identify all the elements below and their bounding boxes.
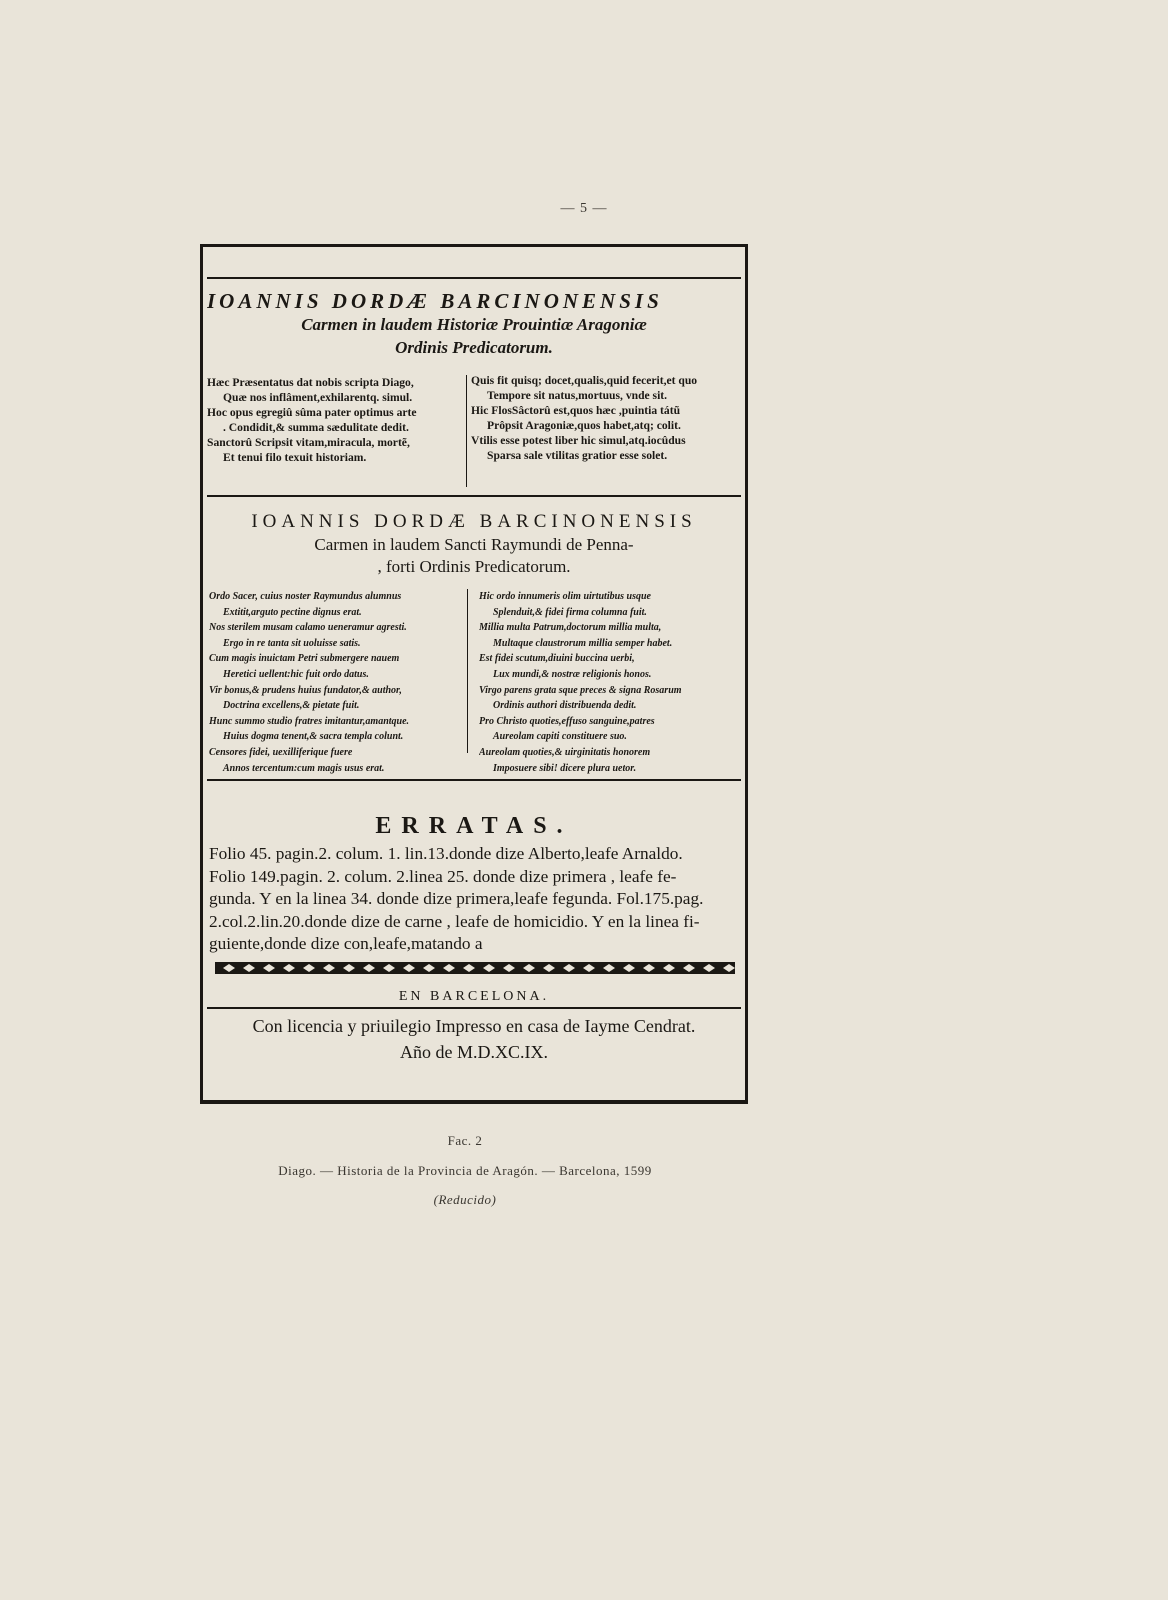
column-divider [466, 375, 467, 487]
verse-line: Ordo Sacer, cuius noster Raymundus alumnus [209, 591, 402, 602]
verse-line: Et tenui filo texuit historiam. [223, 451, 367, 464]
verse-line: Vir bonus,& prudens huius fundator,& author, [209, 684, 402, 696]
section1-left-column [207, 375, 459, 465]
verse-line: Aureolam capiti constituere suo. [493, 731, 627, 743]
verse-line: Cum magis inuictam Petri submergere nauem [209, 653, 400, 665]
verse-line: Nos sterilem musam calamo ueneramur agresti. [209, 622, 407, 634]
verse-line: Pro Christo quoties,effuso sanguine,patres [479, 715, 655, 727]
verse-line: Imposuere sibi! dicere plura uetor. [493, 762, 637, 774]
section1-subtitle: Carmen in laudem Historiæ Prouintiæ Aragoniæ [301, 315, 647, 334]
facsimile-plate [200, 244, 748, 1104]
verse-line: Hic ordo innumeris olim uirtutibus usque [479, 591, 651, 602]
section2-title: IOANNIS DORDÆ BARCINONENSIS [251, 511, 697, 532]
errata-line: gunda. Y en la linea 34. donde dize primera,leafe fegunda. Fol.175.pag. [209, 889, 704, 908]
figure-number: Fac. 2 [447, 1133, 483, 1148]
ornamental-band [215, 959, 735, 977]
verse-line: Ordinis authori distribuenda dedit. [493, 700, 637, 712]
verse-line: Millia multa Patrum,doctorum millia multa, [479, 622, 662, 634]
verse-line: Censores fidei, uexilliferique fuere [209, 746, 353, 758]
figure-note: (Reducido) [433, 1192, 497, 1207]
column-divider [467, 589, 468, 753]
verse-line: Heretici uellent:hic fuit ordo datus. [223, 668, 369, 680]
verse-line: Multaque claustrorum millia semper habet. [493, 637, 673, 649]
verse-line: Ergo in re tanta sit uoluisse satis. [223, 637, 361, 649]
verse-line: . Condidit,& summa sædulitate dedit. [223, 421, 409, 434]
section1-title: IOANNIS DORDÆ BARCINONENSIS [207, 289, 663, 313]
errata-line: 2.col.2.lin.20.donde dize de carne , leafe de homicidio. Y en la linea fi- [209, 911, 700, 931]
verse-line: Doctrina excellens,& pietate fuit. [223, 700, 360, 712]
errata-title: ERRATAS. [375, 813, 573, 839]
verse-line: Est fidei scutum,diuini buccina uerbi, [479, 653, 635, 665]
verse-line: Splenduit,& fidei firma columna fuit. [493, 606, 647, 618]
verse-line: Annos tercentum:cum magis usus erat. [223, 762, 385, 774]
verse-line: Lux mundi,& nostræ religionis honos. [493, 668, 652, 680]
figure-caption: Diago. — Historia de la Provincia de Aragón. — Barcelona, 1599 [278, 1163, 652, 1178]
verse-line: Prôpsit Aragoniæ,quos habet,atq; colit. [487, 419, 681, 432]
errata-line: Folio 45. pagin.2. colum. 1. lin.13.donde dize Alberto,leafe Arnaldo. [209, 844, 683, 863]
section2-right-column [479, 589, 743, 776]
verse-line: Quis fit quisq; docet,qualis,quid fecerit,et quo [471, 374, 698, 387]
verse-line: Vtilis esse potest liber hic simul,atq.iocûdus [471, 434, 686, 447]
errata-line: guiente,donde dize con,leafe,matando a [209, 934, 483, 953]
verse-line: Virgo parens grata sque preces & signa Rosarum [479, 684, 682, 696]
verse-line: Sparsa sale vtilitas gratior esse solet. [487, 449, 668, 462]
section1-subtitle-line2: Ordinis Predicatorum. [395, 338, 553, 357]
errata-line: Folio 149.pagin. 2. colum. 2.linea 25. donde dize primera , leafe fe- [209, 866, 677, 886]
errata-text [209, 843, 739, 956]
section2-subtitle: Carmen in laudem Sancti Raymundi de Penna- [314, 535, 634, 554]
page-number: — 5 — [560, 201, 608, 216]
section2-subtitle-line2: , forti Ordinis Predicatorum. [377, 557, 571, 576]
license-text [203, 1013, 745, 1065]
verse-line: Hoc opus egregiû sûma pater optimus arte [207, 406, 417, 419]
license-line: Con licencia y priuilegio Impresso en casa de Iayme Cendrat. [252, 1016, 696, 1036]
license-date: Año de M.D.XC.IX. [400, 1042, 548, 1062]
top-rule [207, 277, 741, 279]
verse-line: Aureolam quoties,& uirginitatis honorem [479, 746, 651, 758]
verse-line: Hunc summo studio fratres imitantur,amantque. [209, 715, 410, 727]
imprint-place: EN BARCELONA. [398, 989, 550, 1004]
section2-left-column [209, 589, 459, 776]
verse-line: Hic FlosSâctorû est,quos hæc ,puintia tátũ [471, 404, 681, 417]
verse-line: Hæc Præsentatus dat nobis scripta Diago, [207, 376, 414, 389]
section-rule [207, 779, 741, 781]
verse-line: Tempore sit natus,mortuus, vnde sit. [487, 389, 668, 402]
verse-line: Extitit,arguto pectine dignus erat. [223, 606, 362, 618]
verse-line: Huius dogma tenent,& sacra templa colunt. [223, 731, 404, 743]
colophon-rule [207, 1007, 741, 1009]
verse-line: Sanctorû Scripsit vitam,miracula, mortẽ, [207, 436, 410, 449]
verse-line: Quæ nos inflâment,exhilarentq. simul. [223, 391, 413, 404]
section1-right-column [471, 373, 741, 463]
section-rule [207, 495, 741, 497]
